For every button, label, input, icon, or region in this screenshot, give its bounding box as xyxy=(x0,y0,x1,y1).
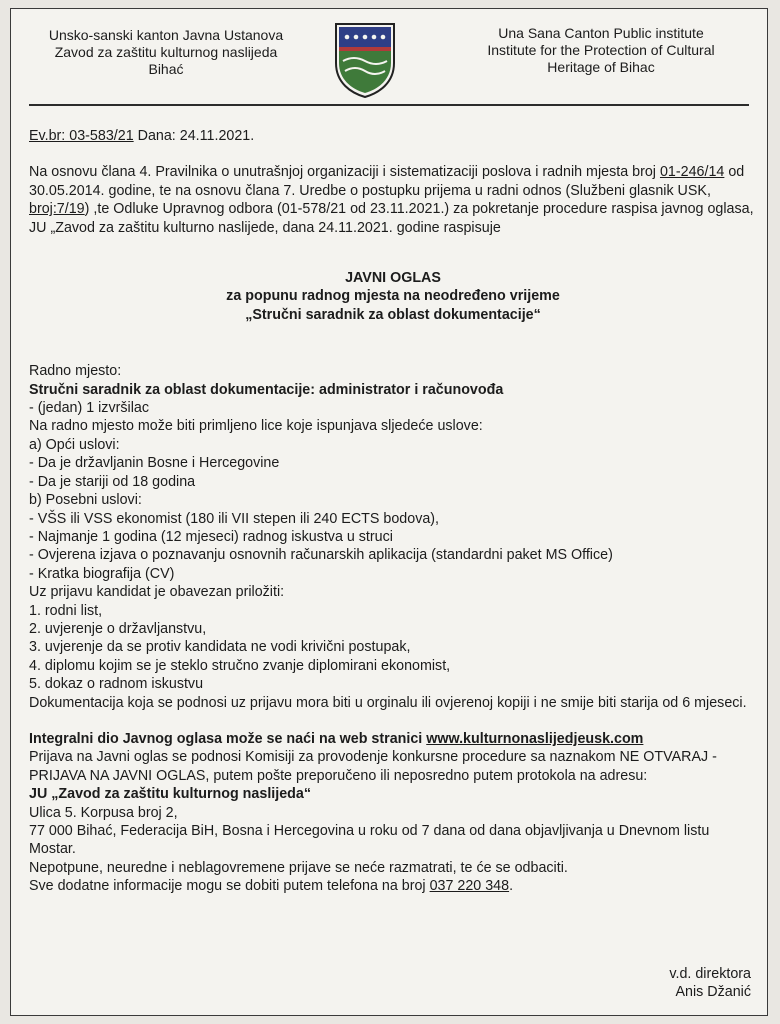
attachment-item: 5. dokaz o radnom iskustvu xyxy=(29,676,204,693)
title-line: „Stručni saradnik za oblast dokumentacije“ xyxy=(245,306,541,323)
position-name: Stručni saradnik za oblast dokumentacije: administrator i računovođa xyxy=(29,381,504,398)
info-text: Sve dodatne informacije mogu se dobiti putem telefona na broj xyxy=(29,878,430,895)
header-left-line: Zavod za zaštitu kulturnog naslijeda xyxy=(54,44,278,60)
header-left-line: Unsko-sanski kanton Javna Ustanova xyxy=(48,27,284,43)
signature-role: v.d. direktora xyxy=(669,966,751,982)
header-right-institution xyxy=(466,25,736,76)
web-notice xyxy=(29,730,757,748)
coat-of-arms-icon xyxy=(333,21,397,99)
organization-name: JU „Zavod za zaštitu kulturnog naslijeda“ xyxy=(29,786,312,803)
header-left-institution xyxy=(31,27,301,78)
incomplete-notice: Nepotpune, neuredne i neblagovremene prijave se neće razmatrati, te će se odbaciti. xyxy=(29,859,568,876)
special-condition: - Najmanje 1 godina (12 mjeseci) radnog iskustva u struci xyxy=(29,528,393,545)
general-condition: - Da je stariji od 18 godina xyxy=(29,473,196,490)
intro-regulation-number: 01-246/14 xyxy=(659,164,725,181)
attachment-item: 4. diplomu kojim se je steklo stručno zvanje diplomirani ekonomist, xyxy=(29,657,451,674)
position-count: - (jedan) 1 izvršilac xyxy=(29,400,149,417)
signature-name: Anis Džanić xyxy=(675,984,751,1000)
title-line: JAVNI OGLAS xyxy=(345,270,441,287)
address-line: Ulica 5. Korpusa broj 2, xyxy=(29,804,178,821)
document-page xyxy=(10,8,768,1016)
announcement-title xyxy=(29,269,757,324)
header-right-line: Heritage of Bihac xyxy=(547,59,655,75)
position-label: Radno mjesto: xyxy=(29,363,122,380)
signature-block xyxy=(669,965,751,1001)
header-left-line: Bihać xyxy=(148,61,184,77)
special-condition: - Kratka biografija (CV) xyxy=(29,565,175,582)
attachment-item: 2. uvjerenje o državljanstvu, xyxy=(29,620,207,637)
special-condition: - VŠS ili VSS ekonomist (180 ili VII stepen ili 240 ECTS bodova), xyxy=(29,510,440,527)
info-line xyxy=(29,877,757,895)
attachments-label: Uz prijavu kandidat je obavezan priložiti: xyxy=(29,584,285,601)
general-conditions-label: a) Opći uslovi: xyxy=(29,436,120,453)
special-condition: - Ovjerena izjava o poznavanju osnovnih računarskih aplikacija (standardni paket MS Office) xyxy=(29,547,613,564)
website-link[interactable]: www.kulturnonaslijedjeusk.com xyxy=(426,730,644,747)
attachment-item: 1. rodni list, xyxy=(29,602,103,619)
document-body xyxy=(29,127,757,896)
submission-instructions: Prijava na Javni oglas se podnosi Komisiji za provodenje konkursne procedure sa naznakom NE OTVARAJ - PRIJAVA NA JAVNI OGLAS, putem pošte preporučeno ili neposredno putem protokola na adresu: xyxy=(29,749,717,784)
phone-number[interactable]: 037 220 348 xyxy=(429,878,510,895)
info-end: . xyxy=(509,878,514,895)
document-header xyxy=(11,9,767,109)
web-notice-text: Integralni dio Javnog oglasa može se naći na web stranici xyxy=(29,730,427,747)
header-right-line: Institute for the Protection of Cultural xyxy=(487,42,715,58)
reference-date: Dana: 24.11.2021. xyxy=(133,128,255,144)
reference-number: Ev.br: 03-583/21 xyxy=(29,128,134,144)
intro-paragraph xyxy=(29,163,757,237)
intro-text: Na osnovu člana 4. Pravilnika o unutrašnjoj organizaciji i sistematizaciji poslova i radnih mjesta broj xyxy=(29,164,660,181)
header-right-line: Una Sana Canton Public institute xyxy=(498,25,704,41)
address-line: 77 000 Bihać, Federacija BiH, Bosna i Hercegovina u roku od 7 dana od dana objavljivanja u Dnevnom listu Mostar. xyxy=(29,823,710,858)
attachment-item: 3. uvjerenje da se protiv kandidata ne vodi krivični postupak, xyxy=(29,639,411,656)
intro-text: od 30.05.2014. godine, te na osnovu člana 7. Uredbe o postupku prijema u radni odnos (Službeni glasnik USK, xyxy=(29,164,745,199)
conditions-intro: Na radno mjesto može biti primljeno lice koje ispunjava sljedeće uslove: xyxy=(29,418,483,435)
title-line: za popunu radnog mjesta na neodređeno vrijeme xyxy=(226,288,560,305)
intro-text: ) ,te Odluke Upravnog odbora (01-578/21 od 23.11.2021.) za pokretanje procedure raspisa javnog oglasa, JU „Zavod za zaštitu kulturno naslijede, dana 24.11.2021. godine raspisuje xyxy=(29,201,754,236)
documentation-note: Dokumentacija koja se podnosi uz prijavu mora biti u orginalu ili ovjerenoj kopiji i ne smije biti starija od 6 mjeseci. xyxy=(29,694,747,711)
general-condition: - Da je državljanin Bosne i Hercegovine xyxy=(29,455,280,472)
header-divider xyxy=(29,104,749,106)
intro-gazette-number: broj:7/19 xyxy=(29,201,85,218)
special-conditions-label: b) Posebni uslovi: xyxy=(29,492,142,509)
reference-line xyxy=(29,127,757,145)
